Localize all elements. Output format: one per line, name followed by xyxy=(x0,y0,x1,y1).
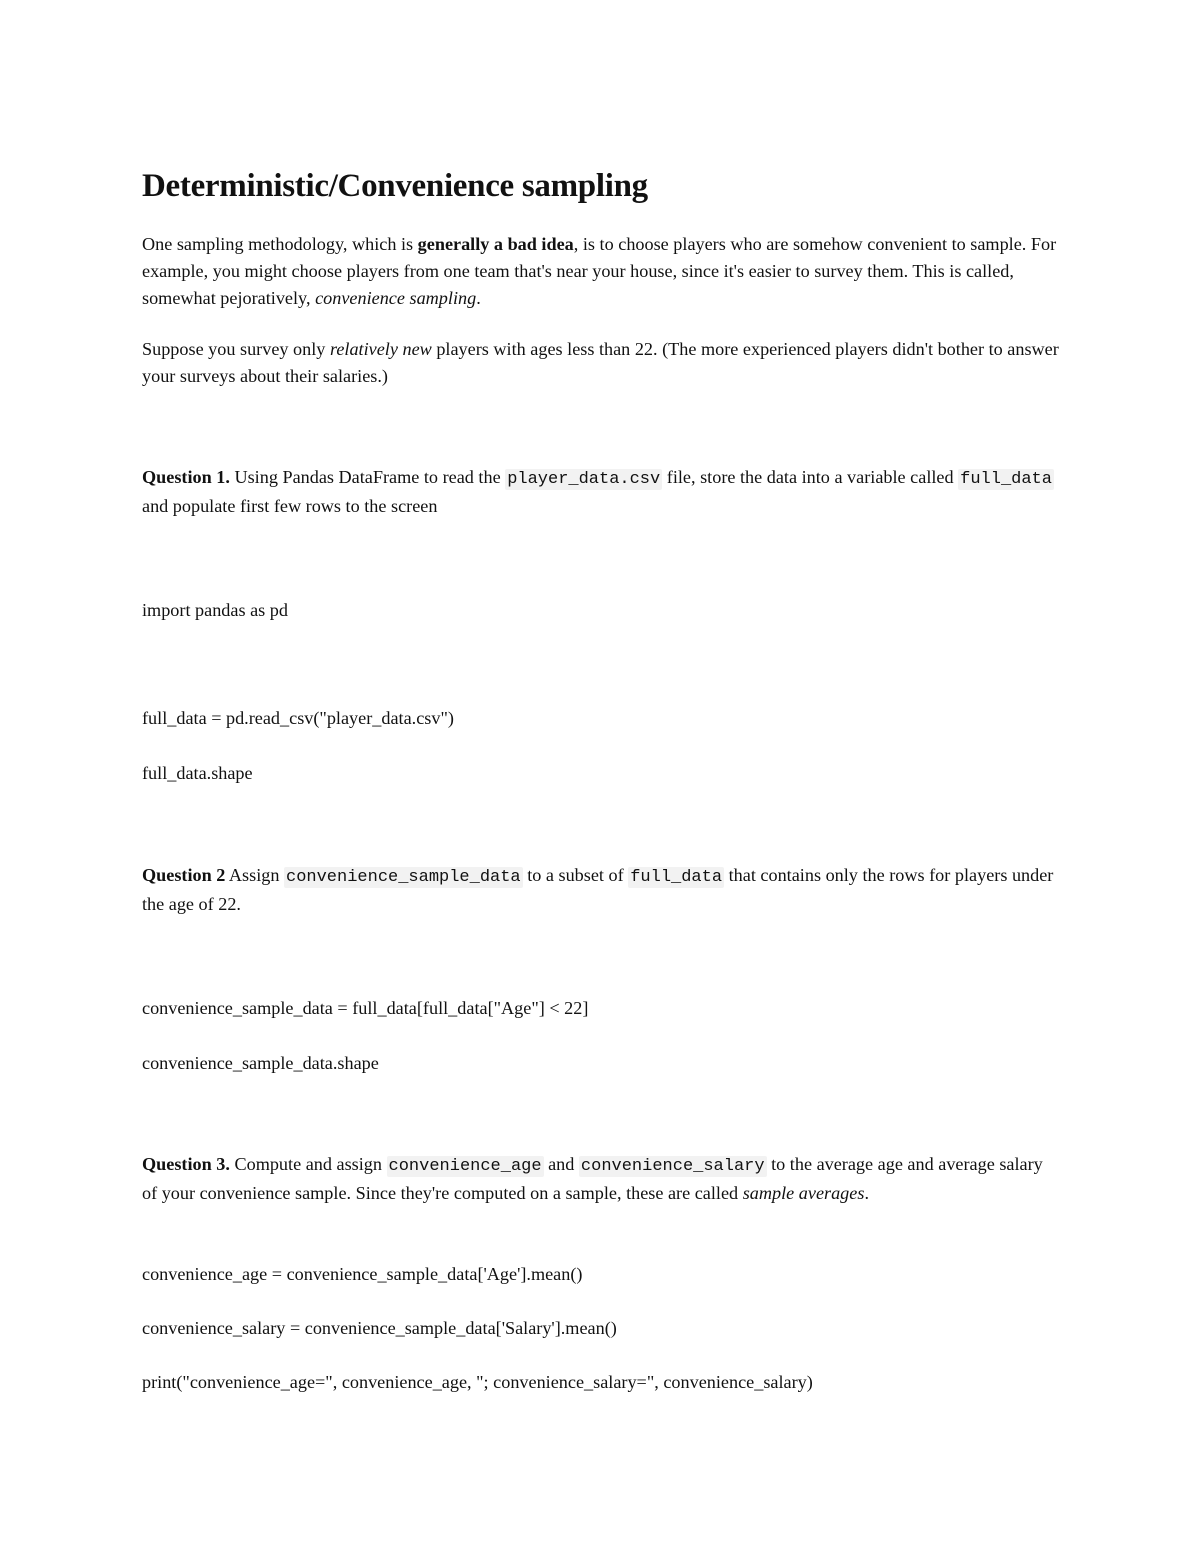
intro-p1-text-a: One sampling methodology, which is xyxy=(142,234,418,254)
question-1-label: Question 1. xyxy=(142,467,230,487)
q1-code-line-1: import pandas as pd xyxy=(142,600,288,620)
q2-text-b: to a subset of xyxy=(522,865,629,885)
intro-p2-text-b: players with ages less than 22. (The more experienced players didn't bother to answer your surveys about their salaries.) xyxy=(142,339,1059,386)
q2-code-line-1: convenience_sample_data = full_data[full_data["Age"] < 22] xyxy=(142,998,589,1018)
question-3-prompt xyxy=(142,1151,1062,1207)
q1-code-line-3: full_data.shape xyxy=(142,763,253,783)
intro-p2-italic: relatively new xyxy=(329,339,432,359)
q3-code-a: convenience_age xyxy=(388,1157,542,1176)
q1-code-a: player_data.csv xyxy=(507,470,661,489)
q2-code-line-2: convenience_sample_data.shape xyxy=(142,1053,379,1073)
question-3-label: Question 3. xyxy=(142,1154,230,1174)
q2-text-c: that contains only the rows for players under the age of 22. xyxy=(142,865,1054,914)
intro-p1-italic: convenience sampling xyxy=(315,288,477,308)
q3-text-b: and xyxy=(543,1154,579,1174)
intro-paragraph-2 xyxy=(142,336,1062,390)
q2-code-a: convenience_sample_data xyxy=(286,868,521,887)
intro-paragraph-1 xyxy=(142,231,1062,312)
q3-text-d: . xyxy=(864,1183,869,1203)
q1-code-b: full_data xyxy=(960,470,1052,489)
question-2-label: Question 2 xyxy=(142,865,226,885)
question-1-prompt xyxy=(142,464,1062,520)
q3-code-b: convenience_salary xyxy=(580,1157,765,1176)
intro-p1-text-b: , is to choose players who are somehow convenient to sample. For example, you might choose players from one team that's near your house, since it's easier to survey them. This is called, somewhat pejoratively, xyxy=(142,234,1057,308)
question-2-prompt xyxy=(142,862,1062,918)
q3-code-line-2: convenience_salary = convenience_sample_data['Salary'].mean() xyxy=(142,1318,617,1338)
q1-text-a: Using Pandas DataFrame to read the xyxy=(229,467,506,487)
q1-code-line-2: full_data = pd.read_csv("player_data.csv") xyxy=(142,708,454,728)
q3-code-line-3: print("convenience_age=", convenience_age, "; convenience_salary=", convenience_salary) xyxy=(142,1372,813,1392)
q3-text-a: Compute and assign xyxy=(229,1154,387,1174)
q3-code-line-1: convenience_age = convenience_sample_data['Age'].mean() xyxy=(142,1264,583,1284)
intro-p2-text-a: Suppose you survey only xyxy=(142,339,330,359)
intro-p1-bold: generally a bad idea xyxy=(417,234,574,254)
q2-text-a: Assign xyxy=(225,865,284,885)
q3-text-c: to the average age and average salary of your convenience sample. Since they're computed on a sample, these are called xyxy=(142,1154,1043,1203)
q1-text-b: file, store the data into a variable called xyxy=(662,467,959,487)
q2-code-b: full_data xyxy=(630,868,723,887)
q3-italic: sample averages xyxy=(742,1183,865,1203)
q1-text-c: and populate first few rows to the screen xyxy=(142,496,438,516)
page-title: Deterministic/Convenience sampling xyxy=(142,168,648,204)
intro-p1-text-c: . xyxy=(476,288,481,308)
